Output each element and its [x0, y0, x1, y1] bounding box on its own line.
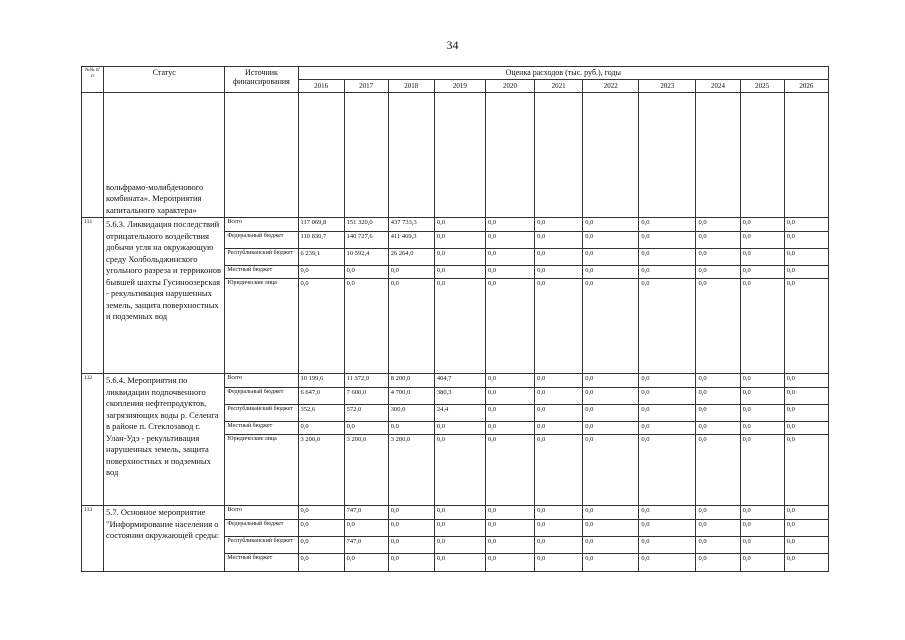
cost-value: 0,0	[583, 506, 639, 520]
cost-value: 0,0	[485, 218, 534, 232]
row-number: 131	[82, 218, 104, 374]
cost-value: 0,0	[696, 279, 740, 374]
funding-source: Республиканский бюджет	[225, 405, 298, 422]
cost-value: 4 700,0	[388, 388, 434, 405]
cost-value: 411 469,3	[388, 232, 434, 249]
cost-value: 0,0	[639, 405, 696, 422]
funding-source: Всего	[225, 218, 298, 232]
cost-value: 26 264,0	[388, 249, 434, 266]
cost-value: 0,0	[740, 218, 784, 232]
cost-value: 0,0	[740, 422, 784, 435]
cost-value: 0,0	[696, 218, 740, 232]
cost-value: 0,0	[583, 422, 639, 435]
funding-source: Республиканский бюджет	[225, 537, 298, 554]
cost-value: 0,0	[583, 374, 639, 388]
cost-value: 0,0	[434, 266, 485, 279]
cost-value: 0,0	[740, 388, 784, 405]
cost-value: 0,0	[434, 537, 485, 554]
header-status: Статус	[104, 67, 225, 93]
cost-value: 0,0	[784, 435, 828, 506]
funding-source: Юридические лица	[225, 279, 298, 374]
cost-value: 0,0	[535, 374, 583, 388]
cost-value: 0,0	[583, 232, 639, 249]
cost-value: 0,0	[434, 218, 485, 232]
cost-value: 0,0	[388, 520, 434, 537]
cost-value: 6 239,1	[298, 249, 344, 266]
cost-value: 0,0	[434, 520, 485, 537]
cost-value: 0,0	[696, 554, 740, 572]
cost-value: 0,0	[583, 266, 639, 279]
header-year: 2020	[485, 80, 534, 93]
header-year: 2021	[535, 80, 583, 93]
cost-value: 117 069,8	[298, 218, 344, 232]
table-row	[82, 506, 829, 520]
cost-value: 300,0	[388, 405, 434, 422]
funding-source: Республиканский бюджет	[225, 249, 298, 266]
cost-value: 0,0	[784, 279, 828, 374]
header-year: 2023	[639, 80, 696, 93]
cost-value: 0,0	[535, 388, 583, 405]
cost-value: 0,0	[639, 232, 696, 249]
cost-value: 3 200,0	[344, 435, 388, 506]
table-row	[82, 374, 829, 388]
cost-value: 747,0	[344, 537, 388, 554]
cost-value: 0,0	[434, 554, 485, 572]
header-year: 2018	[388, 80, 434, 93]
cost-value: 0,0	[535, 422, 583, 435]
cost-value: 0,0	[485, 537, 534, 554]
cost-value: 0,0	[583, 249, 639, 266]
cost-value: 0,0	[696, 374, 740, 388]
cost-value: 0,0	[740, 249, 784, 266]
cost-value: 0,0	[535, 232, 583, 249]
cost-value: 7 600,0	[344, 388, 388, 405]
cost-value: 0,0	[344, 554, 388, 572]
cost-value: 0,0	[639, 435, 696, 506]
cost-value: 0,0	[740, 435, 784, 506]
cost-value: 0,0	[696, 266, 740, 279]
cost-value: 0,0	[696, 506, 740, 520]
cost-value: 0,0	[298, 422, 344, 435]
cost-value: 110 830,7	[298, 232, 344, 249]
cost-value: 0,0	[583, 520, 639, 537]
cost-value: 0,0	[639, 249, 696, 266]
funding-source: Федеральный бюджет	[225, 232, 298, 249]
cost-value: 0,0	[639, 506, 696, 520]
cost-value: 0,0	[485, 554, 534, 572]
cost-value: 0,0	[696, 388, 740, 405]
cost-value: 0,0	[696, 422, 740, 435]
cost-value: 0,0	[388, 537, 434, 554]
cost-value: 0,0	[535, 554, 583, 572]
cost-value: 24,4	[434, 405, 485, 422]
cost-value: 0,0	[583, 405, 639, 422]
cost-value: 151 320,0	[344, 218, 388, 232]
cost-value: 0,0	[388, 266, 434, 279]
cost-value: 0,0	[639, 554, 696, 572]
cost-value: 6 647,0	[298, 388, 344, 405]
cost-value: 0,0	[583, 537, 639, 554]
funding-source: Местный бюджет	[225, 422, 298, 435]
cost-value: 437 733,3	[388, 218, 434, 232]
cost-value: 0,0	[344, 520, 388, 537]
cost-value: 0,0	[535, 506, 583, 520]
cost-value: 0,0	[485, 405, 534, 422]
cost-value: 572,0	[344, 405, 388, 422]
cost-value: 8 200,0	[388, 374, 434, 388]
cost-value: 0,0	[639, 422, 696, 435]
cost-value: 0,0	[344, 422, 388, 435]
cost-value: 0,0	[298, 537, 344, 554]
row-status: 5.6.4. Мероприятия по ликвидации подпочвенного скопления нефтепродуктов, загрязняющих воды р. Селенга в районе п. Стеклозавод г. Улан-Удэ - рекультивация нарушенных земель, защита поверхностных и подземных вод	[104, 374, 225, 506]
cost-value: 0,0	[639, 388, 696, 405]
cost-value: 0,0	[696, 537, 740, 554]
cost-value: 0,0	[639, 520, 696, 537]
page-number: 34	[446, 38, 459, 52]
cost-value: 0,0	[784, 218, 828, 232]
cost-value: 0,0	[740, 520, 784, 537]
continuation-row	[82, 93, 829, 218]
cost-value: 0,0	[535, 537, 583, 554]
cost-value: 0,0	[740, 232, 784, 249]
funding-source: Местный бюджет	[225, 554, 298, 572]
cost-value: 0,0	[485, 388, 534, 405]
continuation-status: вольфрамо-молибденового комбината». Мероприятия капитального характера»	[104, 93, 225, 218]
cost-value: 0,0	[485, 506, 534, 520]
funding-source: Всего	[225, 506, 298, 520]
cost-value: 0,0	[696, 405, 740, 422]
cost-value: 0,0	[434, 422, 485, 435]
funding-source: Федеральный бюджет	[225, 520, 298, 537]
cost-value: 0,0	[535, 249, 583, 266]
cost-value: 0,0	[639, 279, 696, 374]
cost-value: 0,0	[696, 435, 740, 506]
continuation-source	[225, 93, 298, 218]
cost-value: 0,0	[485, 249, 534, 266]
cost-value: 0,0	[583, 435, 639, 506]
cost-value: 0,0	[784, 506, 828, 520]
cost-value: 0,0	[434, 279, 485, 374]
row-number: 132	[82, 374, 104, 506]
cost-value: 0,0	[485, 422, 534, 435]
header-num: №№ п/п	[82, 67, 104, 93]
row-status: 5.6.3. Ликвидация последствий отрицательного воздействия добычи угля на окружающую среду Холбольджинского угольного разреза и терриконов бывшей шахты Гусиноозерская - рекультивация нарушенных земель, защита поверхностных и подземных вод	[104, 218, 225, 374]
cost-value: 0,0	[639, 266, 696, 279]
cost-value: 0,0	[740, 374, 784, 388]
header-year: 2022	[583, 80, 639, 93]
cost-value: 0,0	[535, 435, 583, 506]
cost-value: 404,7	[434, 374, 485, 388]
cost-value: 0,0	[583, 388, 639, 405]
cost-value: 0,0	[535, 218, 583, 232]
funding-source: Местный бюджет	[225, 266, 298, 279]
cost-value: 0,0	[535, 279, 583, 374]
row-status: 5.7. Основное мероприятие "Информирование населения о состоянии окружающей среды:	[104, 506, 225, 572]
cost-value: 11 372,0	[344, 374, 388, 388]
cost-value: 0,0	[434, 249, 485, 266]
cost-value: 0,0	[434, 232, 485, 249]
cost-value: 0,0	[740, 266, 784, 279]
header-year: 2025	[740, 80, 784, 93]
cost-value: 0,0	[485, 279, 534, 374]
cost-value: 0,0	[298, 554, 344, 572]
cost-value: 0,0	[298, 520, 344, 537]
cost-value: 0,0	[784, 405, 828, 422]
header-year: 2026	[784, 80, 828, 93]
cost-value: 0,0	[535, 405, 583, 422]
cost-value: 0,0	[740, 506, 784, 520]
cost-value: 0,0	[784, 374, 828, 388]
cost-value: 0,0	[784, 249, 828, 266]
cost-value: 0,0	[535, 266, 583, 279]
cost-value: 0,0	[485, 266, 534, 279]
cost-value: 0,0	[784, 232, 828, 249]
cost-value: 0,0	[696, 520, 740, 537]
cost-value: 10 199,6	[298, 374, 344, 388]
cost-value: 0,0	[583, 218, 639, 232]
cost-value: 0,0	[388, 279, 434, 374]
cost-value: 0,0	[696, 249, 740, 266]
cost-value: 352,6	[298, 405, 344, 422]
cost-value: 0,0	[784, 388, 828, 405]
cost-value: 140 727,6	[344, 232, 388, 249]
expenditure-table	[81, 66, 829, 572]
cost-value: 0,0	[583, 554, 639, 572]
cost-value: 0,0	[784, 422, 828, 435]
continuation-num	[82, 93, 104, 218]
cost-value: 0,0	[784, 554, 828, 572]
funding-source: Федеральный бюджет	[225, 388, 298, 405]
cost-value: 0,0	[583, 279, 639, 374]
cost-value: 0,0	[388, 506, 434, 520]
header-year: 2024	[696, 80, 740, 93]
header-row	[82, 67, 829, 80]
cost-value: 0,0	[740, 279, 784, 374]
header-year: 2019	[434, 80, 485, 93]
cost-value: 747,0	[344, 506, 388, 520]
cost-value: 0,0	[434, 435, 485, 506]
header-year: 2017	[344, 80, 388, 93]
cost-value: 0,0	[298, 506, 344, 520]
cost-value: 0,0	[298, 279, 344, 374]
cost-value: 0,0	[434, 506, 485, 520]
cost-value: 0,0	[784, 266, 828, 279]
cost-value: 3 200,0	[388, 435, 434, 506]
cost-value: 0,0	[696, 232, 740, 249]
cost-value: 3 200,0	[298, 435, 344, 506]
funding-source: Юридические лица	[225, 435, 298, 506]
cost-value: 0,0	[485, 520, 534, 537]
row-number: 133	[82, 506, 104, 572]
header-year: 2016	[298, 80, 344, 93]
table-row	[82, 218, 829, 232]
cost-value: 0,0	[388, 422, 434, 435]
header-costs: Оценка расходов (тыс. руб.), годы	[298, 67, 828, 80]
cost-value: 0,0	[388, 554, 434, 572]
cost-value: 0,0	[784, 537, 828, 554]
cost-value: 10 592,4	[344, 249, 388, 266]
cost-value: 0,0	[298, 266, 344, 279]
cost-value: 0,0	[740, 537, 784, 554]
header-source: Источник финансирования	[225, 67, 298, 93]
cost-value: 0,0	[485, 435, 534, 506]
cost-value: 0,0	[485, 232, 534, 249]
cost-value: 0,0	[535, 520, 583, 537]
cost-value: 0,0	[639, 537, 696, 554]
cost-value: 0,0	[344, 266, 388, 279]
cost-value: 0,0	[784, 520, 828, 537]
cost-value: 0,0	[485, 374, 534, 388]
cost-value: 0,0	[639, 218, 696, 232]
cost-value: 0,0	[639, 374, 696, 388]
cost-value: 0,0	[740, 405, 784, 422]
funding-source: Всего	[225, 374, 298, 388]
cost-value: 0,0	[344, 279, 388, 374]
cost-value: 0,0	[740, 554, 784, 572]
cost-value: 380,3	[434, 388, 485, 405]
